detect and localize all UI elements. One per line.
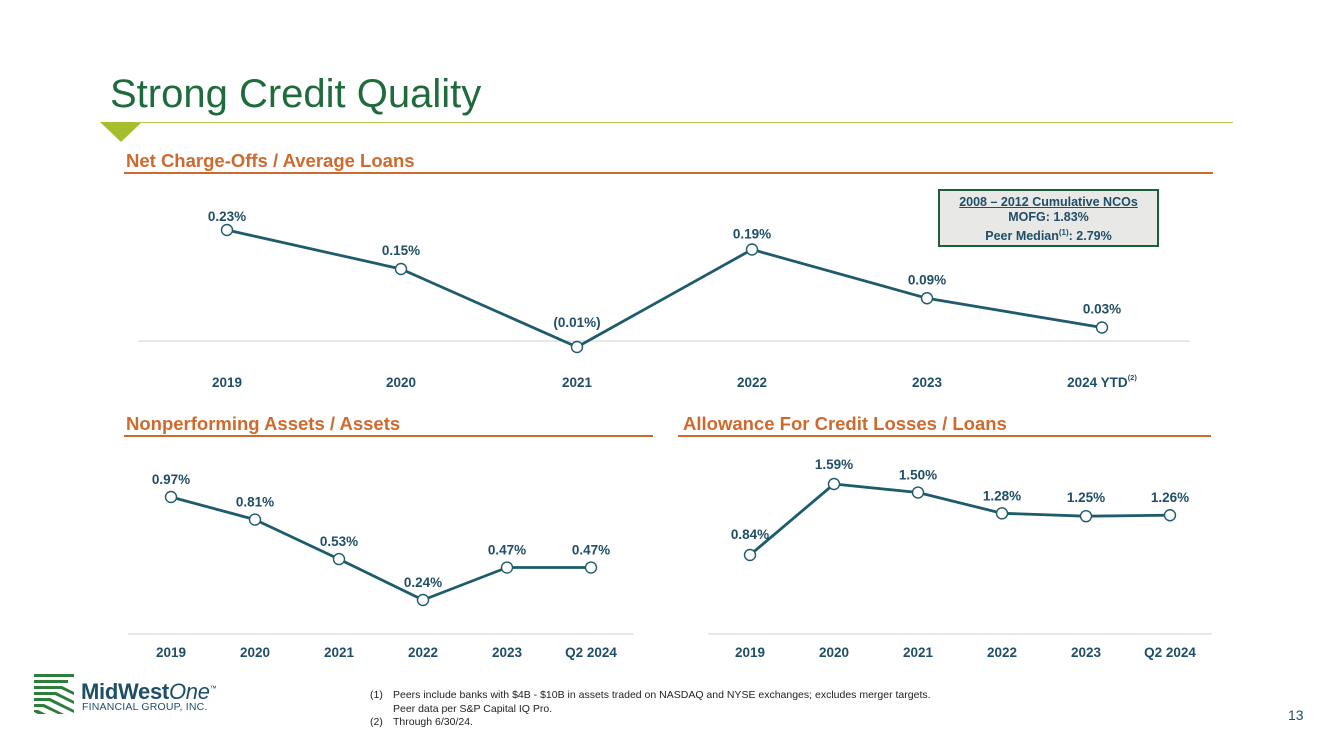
chart-0-data-label: 0.15%: [381, 243, 421, 258]
callout-peer-median: Peer Median$^{(1)}$: 2.79%: [985, 228, 1112, 244]
chart-1-data-label: 0.81%: [235, 494, 275, 510]
chart-0-category-label: 2019: [211, 375, 243, 390]
callout-mofg: MOFG: 1.83%: [1008, 210, 1089, 224]
chart-2-data-label: 1.28%: [982, 488, 1022, 504]
chart-0-series-line: [227, 230, 1102, 347]
footnote-2: (2) Through 6/30/24.: [370, 716, 473, 728]
chart-2-series-line: [750, 484, 1170, 555]
nco-callout-box: [938, 189, 1159, 247]
chart-1-data-label: 0.53%: [319, 534, 359, 550]
chart-1-category-label: 2021: [323, 645, 355, 660]
callout-header: 2008 – 2012 Cumulative NCOs: [959, 195, 1138, 209]
chart-2-category-label: 2022: [986, 645, 1018, 660]
chart-1-category-label: 2020: [239, 645, 271, 660]
footnotes: [370, 689, 931, 730]
chart-1-series-line: [171, 494, 591, 600]
chart-0-data-label: 0.23%: [207, 209, 247, 224]
chart-1-data-point: [250, 514, 261, 525]
chart-2-category-label: Q2 2024: [1144, 645, 1196, 660]
chart-0-category-label: 2024 YTD$^{(2)}$: [1067, 373, 1137, 390]
chart-0-data-label: 0.09%: [907, 272, 947, 288]
chart-1-data-point: [418, 595, 429, 606]
chart-0-data-point: [747, 244, 758, 255]
chart-0-data-label: (0.01%): [553, 315, 601, 330]
chart-1-category-label: 2019: [155, 645, 187, 660]
chart-1-category-label: 2022: [407, 645, 439, 660]
chart-1-data-label: 0.97%: [151, 472, 191, 487]
logo-wordmark: MidWestOne™: [81, 679, 217, 704]
chart-2-category-label: 2021: [902, 645, 934, 660]
chart-0-data-point: [1097, 322, 1108, 333]
chart-0-data-point: [922, 293, 933, 304]
chart-2-data-label: 0.84%: [730, 527, 770, 542]
chart-0-category-label: 2020: [385, 375, 417, 390]
chart-1-data-label: 0.47%: [487, 542, 527, 558]
chart-0-data-point: [222, 225, 233, 236]
chart-0-data-point: [396, 264, 407, 275]
chart-2-data-point: [997, 508, 1008, 519]
chart-0-category-label: 2023: [911, 375, 943, 390]
chart-1-data-point: [586, 562, 597, 573]
chart-2-category-label: 2020: [818, 645, 850, 660]
chart-2-data-point: [1081, 511, 1092, 522]
chart-1-data-label: 0.47%: [571, 542, 611, 558]
chart-2-data-label: 1.50%: [898, 467, 938, 483]
chart-0-category-label: 2022: [736, 375, 768, 390]
nco-section-title: Net Charge-Offs / Average Loans: [126, 150, 415, 171]
chart-1-category-label: 2023: [491, 645, 523, 660]
chart-0-category-superscript: (2): [1127, 373, 1137, 382]
chart-2-data-label: 1.26%: [1150, 490, 1190, 506]
chart-2-data-point: [913, 487, 924, 498]
chart-1-data-point: [166, 492, 177, 503]
chart-2-data-point: [1165, 510, 1176, 521]
chart-0-data-point: [572, 342, 583, 353]
chart-1-data-point: [334, 554, 345, 565]
page-title: Strong Credit Quality: [110, 72, 482, 116]
page-number: 13: [1288, 707, 1304, 723]
chart-2-data-label: 1.59%: [814, 457, 854, 472]
chart-2-data-label: 1.25%: [1066, 490, 1106, 506]
footnote-1: (1) Peers include banks with $4B - $10B in assets traded on NASDAQ and NYSE exchanges; excludes merger targets.: [370, 689, 931, 701]
chart-0-data-label: 0.19%: [732, 226, 772, 242]
logo-subtitle: FINANCIAL GROUP, INC.: [82, 701, 208, 713]
stripes-logo-icon: [34, 674, 76, 716]
footnote-1-cont: Peer data per S&P Capital IQ Pro.: [393, 702, 553, 715]
chart-1-data-label: 0.24%: [403, 575, 443, 590]
npa-section-title: Nonperforming Assets / Assets: [126, 413, 401, 434]
chart-1-category-label: Q2 2024: [565, 645, 617, 660]
chart-1-data-point: [502, 562, 513, 573]
chart-0-data-label: 0.03%: [1082, 301, 1122, 317]
chart-2-category-label: 2019: [734, 645, 766, 660]
chart-2-data-point: [829, 479, 840, 490]
acl-section-title: Allowance For Credit Losses / Loans: [683, 413, 1007, 434]
chart-0-category-label: 2021: [561, 375, 593, 390]
chart-2-category-label: 2023: [1070, 645, 1102, 660]
chart-2-data-point: [745, 550, 756, 561]
